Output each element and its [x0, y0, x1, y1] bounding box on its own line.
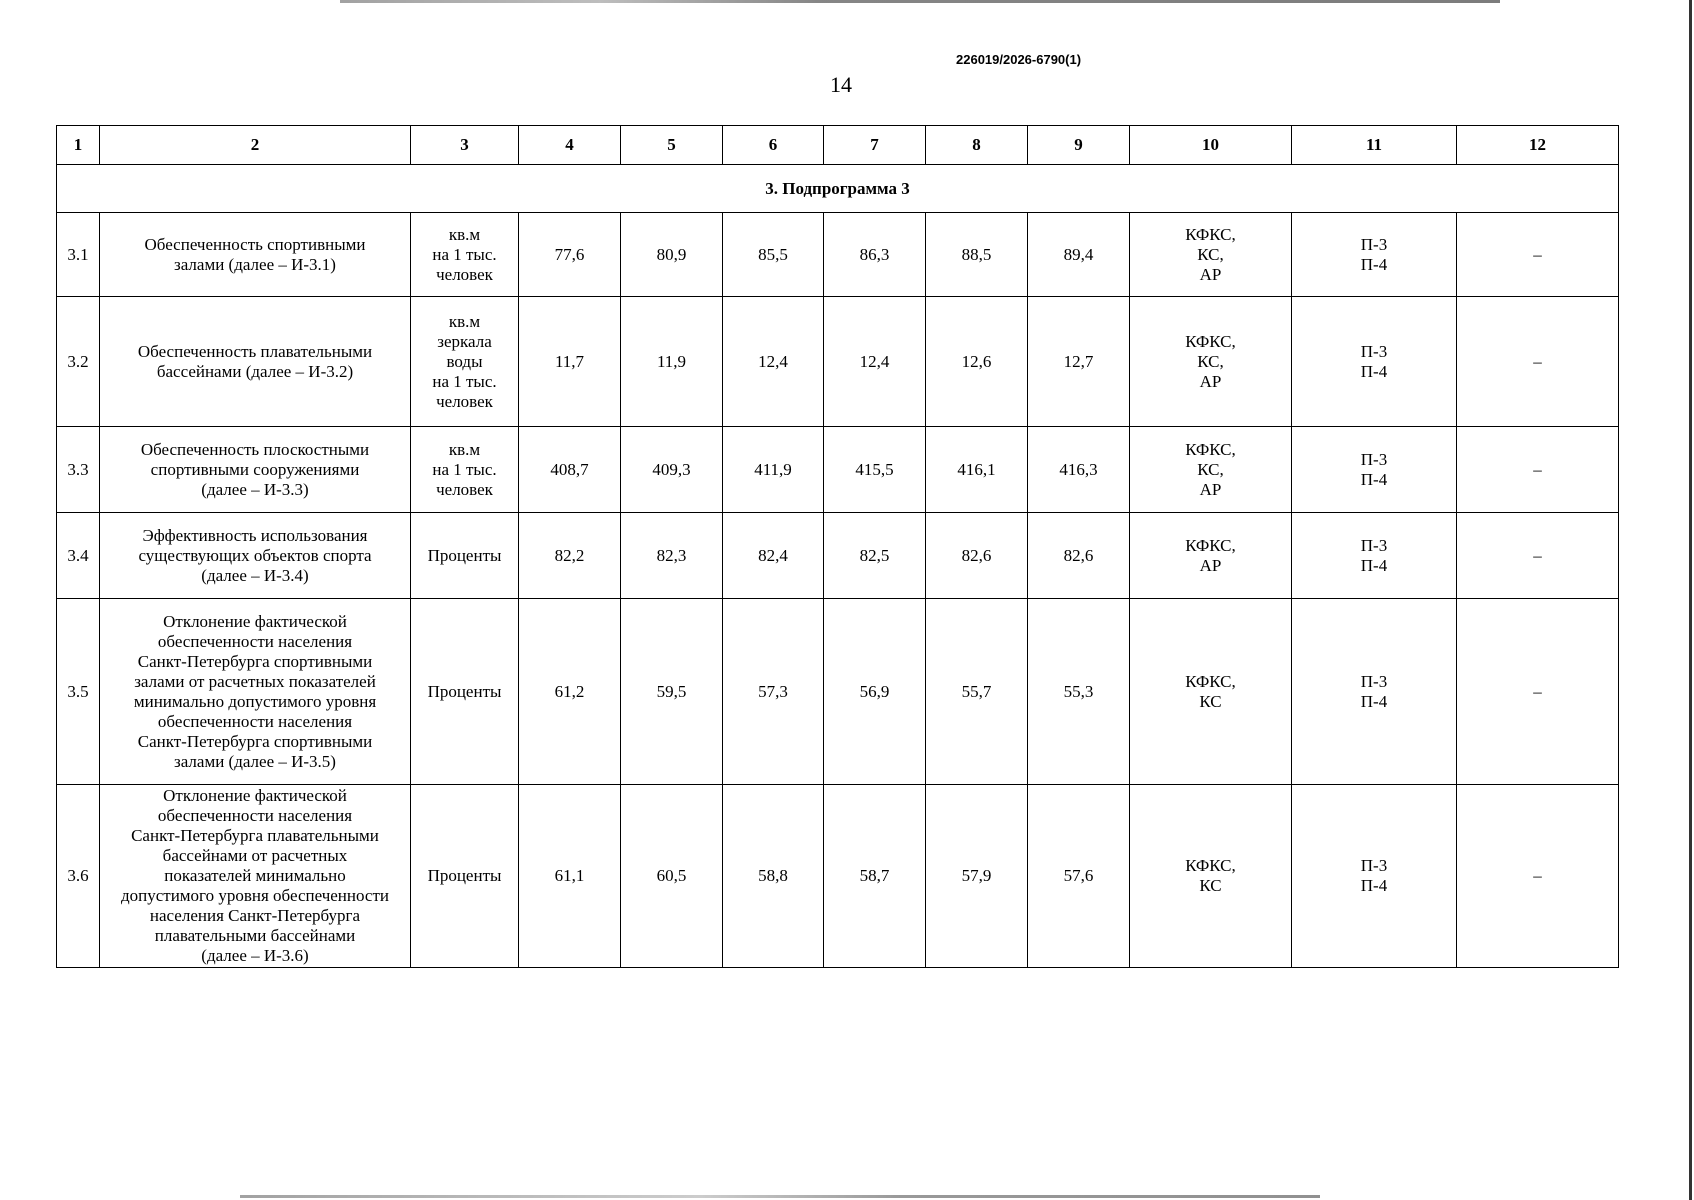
- value-col-4: 61,2: [519, 599, 621, 785]
- executors: [1130, 599, 1292, 785]
- row-number: 3.2: [57, 297, 100, 427]
- indicators-table: [56, 125, 1619, 968]
- text-line: Проценты: [427, 545, 502, 565]
- text-line: Проценты: [427, 681, 502, 701]
- column-12-value: –: [1457, 599, 1619, 785]
- column-header-4: 4: [519, 126, 621, 165]
- text-line: показателей минимально: [164, 866, 346, 885]
- row-number: 3.4: [57, 513, 100, 599]
- table-row: [57, 213, 1619, 297]
- column-header-6: 6: [723, 126, 824, 165]
- text-line: КФКС,: [1185, 331, 1236, 351]
- indicator-name: [100, 599, 411, 785]
- value-col-4: 408,7: [519, 427, 621, 513]
- value-col-8: 82,6: [926, 513, 1028, 599]
- value-col-6: 85,5: [723, 213, 824, 297]
- text-line: (далее – И-3.4): [201, 565, 309, 585]
- text-line: П-4: [1360, 254, 1388, 274]
- unit-of-measure: [411, 785, 519, 968]
- row-number: 3.6: [57, 785, 100, 968]
- value-col-7: 56,9: [824, 599, 926, 785]
- text-line: залами (далее – И-3.1): [174, 254, 336, 274]
- text-line: Проценты: [427, 866, 502, 885]
- text-line: (далее – И-3.6): [201, 946, 309, 965]
- value-col-8: 88,5: [926, 213, 1028, 297]
- row-number: 3.5: [57, 599, 100, 785]
- text-line: Обеспеченность плоскостными: [140, 439, 370, 459]
- value-col-6: 12,4: [723, 297, 824, 427]
- value-col-4: 61,1: [519, 785, 621, 968]
- text-line: обеспеченности населения: [157, 711, 353, 731]
- value-col-5: 60,5: [621, 785, 723, 968]
- subprograms: [1292, 513, 1457, 599]
- text-line: П-3: [1360, 856, 1388, 875]
- row-number: 3.3: [57, 427, 100, 513]
- text-line: человек: [436, 391, 493, 411]
- unit-of-measure: [411, 513, 519, 599]
- column-header-2: 2: [100, 126, 411, 165]
- column-12-value: –: [1457, 513, 1619, 599]
- indicator-name: [100, 297, 411, 427]
- column-header-8: 8: [926, 126, 1028, 165]
- value-col-7: 58,7: [824, 785, 926, 968]
- text-line: минимально допустимого уровня: [133, 691, 377, 711]
- text-line: КФКС,: [1185, 856, 1236, 875]
- text-line: на 1 тыс.: [432, 459, 497, 479]
- column-header-5: 5: [621, 126, 723, 165]
- text-line: воды: [446, 351, 483, 371]
- text-line: Санкт-Петербурга спортивными: [137, 651, 373, 671]
- table-row: [57, 427, 1619, 513]
- text-line: П-3: [1360, 341, 1388, 361]
- text-line: Санкт-Петербурга плавательными: [131, 826, 379, 845]
- text-line: бассейнами от расчетных: [162, 846, 348, 865]
- table-row: [57, 513, 1619, 599]
- indicator-name: [100, 213, 411, 297]
- text-line: на 1 тыс.: [432, 371, 497, 391]
- text-line: Обеспеченность спортивными: [144, 234, 366, 254]
- text-line: КС: [1199, 876, 1222, 895]
- value-col-7: 12,4: [824, 297, 926, 427]
- value-col-6: 411,9: [723, 427, 824, 513]
- text-line: человек: [436, 479, 493, 499]
- text-line: АР: [1199, 264, 1222, 284]
- text-line: КФКС,: [1185, 535, 1236, 555]
- text-line: П-4: [1360, 555, 1388, 575]
- text-line: КС,: [1197, 459, 1224, 479]
- executors: [1130, 513, 1292, 599]
- column-header-1: 1: [57, 126, 100, 165]
- text-line: КС,: [1197, 351, 1224, 371]
- text-line: АР: [1199, 371, 1222, 391]
- column-header-7: 7: [824, 126, 926, 165]
- value-col-7: 86,3: [824, 213, 926, 297]
- column-12-value: –: [1457, 427, 1619, 513]
- text-line: (далее – И-3.3): [201, 479, 309, 499]
- subprograms: [1292, 297, 1457, 427]
- text-line: бассейнами (далее – И-3.2): [156, 361, 354, 381]
- value-col-5: 59,5: [621, 599, 723, 785]
- value-col-9: 57,6: [1028, 785, 1130, 968]
- column-header-10: 10: [1130, 126, 1292, 165]
- text-line: плавательными бассейнами: [154, 926, 356, 945]
- text-line: Отклонение фактической: [163, 611, 347, 631]
- value-col-5: 82,3: [621, 513, 723, 599]
- section-title: 3. Подпрограмма 3: [57, 165, 1619, 213]
- text-line: АР: [1199, 555, 1222, 575]
- value-col-8: 12,6: [926, 297, 1028, 427]
- value-col-4: 82,2: [519, 513, 621, 599]
- text-line: залами от расчетных показателей: [134, 671, 376, 691]
- text-line: Санкт-Петербурга спортивными: [137, 731, 373, 751]
- value-col-8: 57,9: [926, 785, 1028, 968]
- table-row: [57, 785, 1619, 968]
- section-row: [57, 165, 1619, 213]
- value-col-6: 58,8: [723, 785, 824, 968]
- row-number: 3.1: [57, 213, 100, 297]
- value-col-8: 55,7: [926, 599, 1028, 785]
- value-col-9: 55,3: [1028, 599, 1130, 785]
- text-line: П-3: [1360, 671, 1388, 691]
- subprograms: [1292, 213, 1457, 297]
- column-12-value: –: [1457, 297, 1619, 427]
- value-col-4: 77,6: [519, 213, 621, 297]
- value-col-5: 409,3: [621, 427, 723, 513]
- executors: [1130, 213, 1292, 297]
- scan-artifact-top: [0, 0, 1694, 3]
- unit-of-measure: [411, 297, 519, 427]
- value-col-9: 89,4: [1028, 213, 1130, 297]
- column-12-value: –: [1457, 785, 1619, 968]
- indicator-name: [100, 785, 411, 968]
- subprograms: [1292, 599, 1457, 785]
- document-number: 226019/2026-6790(1): [956, 52, 1082, 67]
- text-line: залами (далее – И-3.5): [174, 751, 336, 771]
- unit-of-measure: [411, 213, 519, 297]
- column-header-3: 3: [411, 126, 519, 165]
- executors: [1130, 785, 1292, 968]
- text-line: КФКС,: [1185, 224, 1236, 244]
- unit-of-measure: [411, 427, 519, 513]
- text-line: Отклонение фактической: [163, 786, 347, 805]
- text-line: обеспеченности населения: [157, 806, 353, 825]
- text-line: П-4: [1360, 876, 1388, 895]
- text-line: П-4: [1360, 361, 1388, 381]
- text-line: зеркала: [437, 331, 492, 351]
- executors: [1130, 427, 1292, 513]
- text-line: АР: [1199, 479, 1222, 499]
- text-line: существующих объектов спорта: [138, 545, 372, 565]
- text-line: населения Санкт-Петербурга: [149, 906, 361, 925]
- column-header-9: 9: [1028, 126, 1130, 165]
- text-line: П-3: [1360, 535, 1388, 555]
- value-col-7: 82,5: [824, 513, 926, 599]
- executors: [1130, 297, 1292, 427]
- table-row: [57, 599, 1619, 785]
- value-col-6: 57,3: [723, 599, 824, 785]
- page-number: 14: [830, 72, 852, 97]
- text-line: человек: [436, 264, 493, 284]
- unit-of-measure: [411, 599, 519, 785]
- column-header-12: 12: [1457, 126, 1619, 165]
- text-line: П-4: [1360, 691, 1388, 711]
- text-line: КС: [1199, 691, 1222, 711]
- text-line: допустимого уровня обеспеченности: [120, 886, 389, 905]
- text-line: кв.м: [448, 439, 481, 459]
- table-header-row: [57, 126, 1619, 165]
- table-row: [57, 297, 1619, 427]
- value-col-5: 80,9: [621, 213, 723, 297]
- value-col-9: 416,3: [1028, 427, 1130, 513]
- text-line: кв.м: [448, 311, 481, 331]
- value-col-9: 12,7: [1028, 297, 1130, 427]
- text-line: обеспеченности населения: [157, 631, 353, 651]
- indicator-name: [100, 513, 411, 599]
- text-line: П-4: [1360, 469, 1388, 489]
- text-line: Эффективность использования: [142, 525, 368, 545]
- text-line: кв.м: [448, 224, 481, 244]
- value-col-9: 82,6: [1028, 513, 1130, 599]
- subprograms: [1292, 785, 1457, 968]
- value-col-7: 415,5: [824, 427, 926, 513]
- column-header-11: 11: [1292, 126, 1457, 165]
- text-line: КФКС,: [1185, 671, 1236, 691]
- value-col-5: 11,9: [621, 297, 723, 427]
- text-line: П-3: [1360, 449, 1388, 469]
- text-line: Обеспеченность плавательными: [137, 341, 373, 361]
- indicator-name: [100, 427, 411, 513]
- value-col-8: 416,1: [926, 427, 1028, 513]
- scan-artifact-bottom: [0, 1195, 1694, 1198]
- text-line: КФКС,: [1185, 439, 1236, 459]
- text-line: П-3: [1360, 234, 1388, 254]
- scan-artifact-right-edge: [1689, 0, 1692, 1200]
- value-col-6: 82,4: [723, 513, 824, 599]
- column-12-value: –: [1457, 213, 1619, 297]
- text-line: спортивными сооружениями: [150, 459, 360, 479]
- value-col-4: 11,7: [519, 297, 621, 427]
- text-line: на 1 тыс.: [432, 244, 497, 264]
- subprograms: [1292, 427, 1457, 513]
- text-line: КС,: [1197, 244, 1224, 264]
